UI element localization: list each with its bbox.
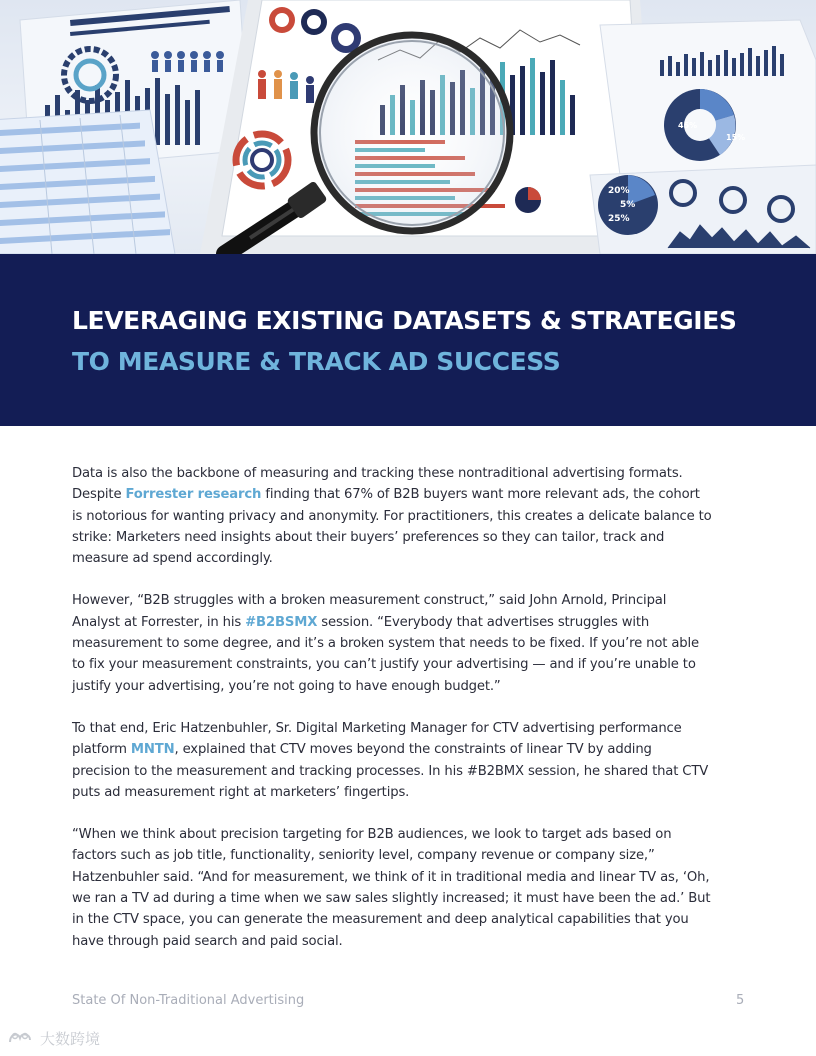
paragraph-3-text-b: , explained that CTV moves beyond the constraints of linear TV by adding precision to the measurement and tracking processes. In his #B2BMX session, he shared that CTV puts ad measurement right at marketers’ fingertips. xyxy=(72,742,709,800)
paragraph-3 xyxy=(72,718,712,803)
hero-image xyxy=(0,0,816,254)
paragraph-1 xyxy=(72,463,712,569)
mntn-link[interactable]: MNTN xyxy=(130,742,175,758)
footer-document-title: State Of Non-Traditional Advertising xyxy=(72,993,305,1008)
dashboard-illustration xyxy=(0,0,816,254)
b2bsmx-hashtag-link[interactable]: #B2BSMX xyxy=(245,614,318,630)
paragraph-2-text-b: session. “Everybody that advertises struggles with measurement to some degree, and it’s a broken system that needs to be fixed. If you’re not able to fix your measurement constraints, you can’t justify your advertising — and if you’re unable to justify your advertising, you’re not going to have enough budget.” xyxy=(72,614,699,694)
spreadsheet-sheet xyxy=(0,110,175,254)
right-donut-pct-1: 45% xyxy=(678,121,698,130)
paragraph-4: “When we think about precision targeting for B2B audiences, we look to target ads based on factors such as job title, functionality, seniority level, company revenue or company size,” Hatzenbuhler said. “And for measurement, we think of it in traditional media and linear TV as, ‘Oh, we ran a TV ad during a time when we saw sales slightly increased; it must have been the ad.’ But in the CTV space, you can generate the measurement and deep analytical capabilities that you have through paid search and paid social. xyxy=(72,827,711,949)
watermark-logo xyxy=(6,1026,100,1050)
page-title xyxy=(72,300,736,382)
watermark-text: 大数跨境 xyxy=(40,1029,101,1048)
title-line-1: LEVERAGING EXISTING DATASETS & STRATEGIES xyxy=(72,306,737,335)
paragraph-2-text-a: However, “B2B struggles with a broken measurement construct,” said John Arnold, Principal Analyst at Forrester, in his xyxy=(72,593,667,630)
paragraph-1-text-b: finding that 67% of B2B buyers want more relevant ads, the cohort is notorious for wanting privacy and anonymity. For practitioners, this creates a delicate balance to strike: Marketers need insights about their buyers’ preferences so they can tailor, track and measure ad spend accordingly. xyxy=(72,487,712,567)
tile-pct-1: 20% xyxy=(608,186,630,196)
page-number: 5 xyxy=(736,993,745,1008)
watermark-icon xyxy=(6,1028,36,1048)
tile-pct-3: 25% xyxy=(608,214,630,224)
title-line-2: TO MEASURE & TRACK AD SUCCESS xyxy=(72,347,561,376)
right-report-sheet xyxy=(600,20,816,175)
paragraph-2 xyxy=(72,590,712,696)
paragraph-1-text-a: Data is also the backbone of measuring and tracking these nontraditional advertising formats. Despite xyxy=(72,466,683,503)
forrester-research-link[interactable]: Forrester research xyxy=(125,487,262,503)
article-body xyxy=(72,463,712,973)
paragraph-3-text-a: To that end, Eric Hatzenbuhler, Sr. Digital Marketing Manager for CTV advertising performance platform xyxy=(72,720,682,758)
stat-tiles xyxy=(590,165,816,254)
right-donut-pct-2: 15% xyxy=(726,133,746,142)
tile-pct-2: 5% xyxy=(620,200,636,210)
